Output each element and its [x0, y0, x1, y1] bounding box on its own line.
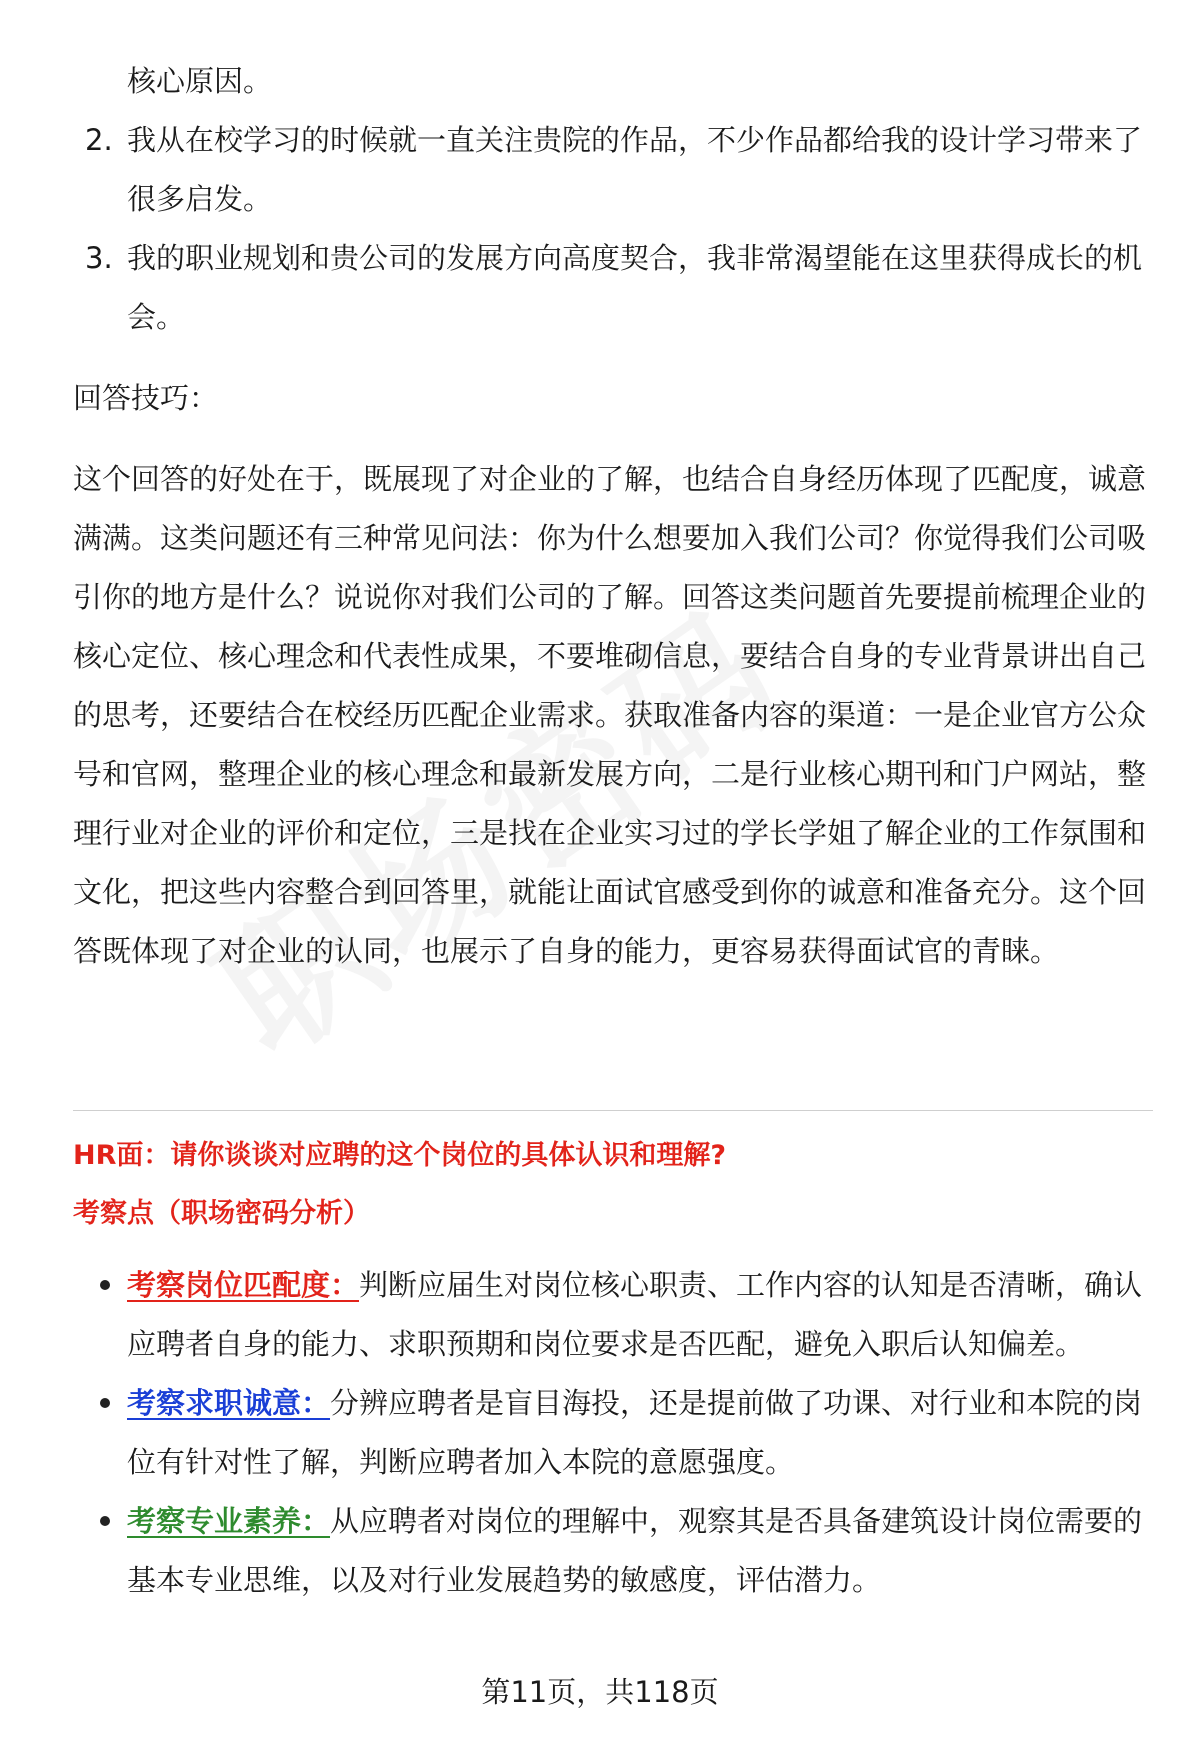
document-page — [73, 52, 1153, 981]
point-label: 考察专业素养： — [127, 1504, 331, 1538]
question-section — [73, 1136, 1153, 1610]
point-text: 分辨应聘者是盲目海投，还是提前做了功课、对行业和本院的岗位有针对性了解，判断应聘者加入本院的意愿强度。 — [127, 1386, 1143, 1479]
list-item — [73, 1374, 1153, 1492]
list-item — [73, 1492, 1153, 1610]
intro-tail: 核心原因。 — [127, 64, 273, 98]
point-text: 判断应届生对岗位核心职责、工作内容的认知是否清晰，确认应聘者自身的能力、求职预期和岗位要求是否匹配，避免入职后认知偏差。 — [127, 1268, 1143, 1361]
question-heading: HR面：请你谈谈对应聘的这个岗位的具体认识和理解? — [73, 1140, 727, 1171]
point-text: 从应聘者对岗位的理解中，观察其是否具备建筑设计岗位需要的基本专业思维，以及对行业发展趋势的敏感度，评估潜力。 — [127, 1504, 1143, 1597]
list-item-text: 我从在校学习的时候就一直关注贵院的作品，不少作品都给我的设计学习带来了很多启发。 — [127, 123, 1143, 216]
bullet-icon — [100, 1516, 110, 1526]
bullet-icon — [100, 1280, 110, 1290]
points-heading: 考察点（职场密码分析） — [73, 1198, 370, 1229]
list-item — [73, 111, 1153, 229]
list-item-text: 我的职业规划和贵公司的发展方向高度契合，我非常渴望能在这里获得成长的机会。 — [127, 241, 1143, 334]
list-item — [73, 1256, 1153, 1374]
tips-heading: 回答技巧： — [73, 381, 219, 415]
point-label: 考察求职诚意： — [127, 1386, 331, 1420]
list-number: 2. — [85, 123, 113, 157]
point-label: 考察岗位匹配度： — [127, 1268, 360, 1302]
tips-body: 这个回答的好处在于，既展现了对企业的了解，也结合自身经历体现了匹配度，诚意满满。这类问题还有三种常见问法：你为什么想要加入我们公司？你觉得我们公司吸引你的地方是什么？说说你对我们公司的了解。回答这类问题首先要提前梳理企业的核心定位、核心理念和代表性成果，不要堆砌信息，要结合自身的专业背景讲出自己的思考，还要结合在校经历匹配企业需求。获取准备内容的渠道：一是企业官方公众号和官网，整理企业的核心理念和最新发展方向，二是行业核心期刊和门户网站，整理行业对企业的评价和定位，三是找在企业实习过的学长学姐了解企业的工作氛围和文化，把这些内容整合到回答里，就能让面试官感受到你的诚意和准备充分。这个回答既体现了对企业的认同，也展示了自身的能力，更容易获得面试官的青睐。 — [73, 462, 1147, 968]
bullet-icon — [100, 1398, 110, 1408]
section-divider — [73, 1110, 1153, 1111]
page-footer: 第11页，共118页 — [481, 1675, 719, 1709]
list-item — [73, 229, 1153, 347]
list-number: 3. — [85, 241, 113, 275]
